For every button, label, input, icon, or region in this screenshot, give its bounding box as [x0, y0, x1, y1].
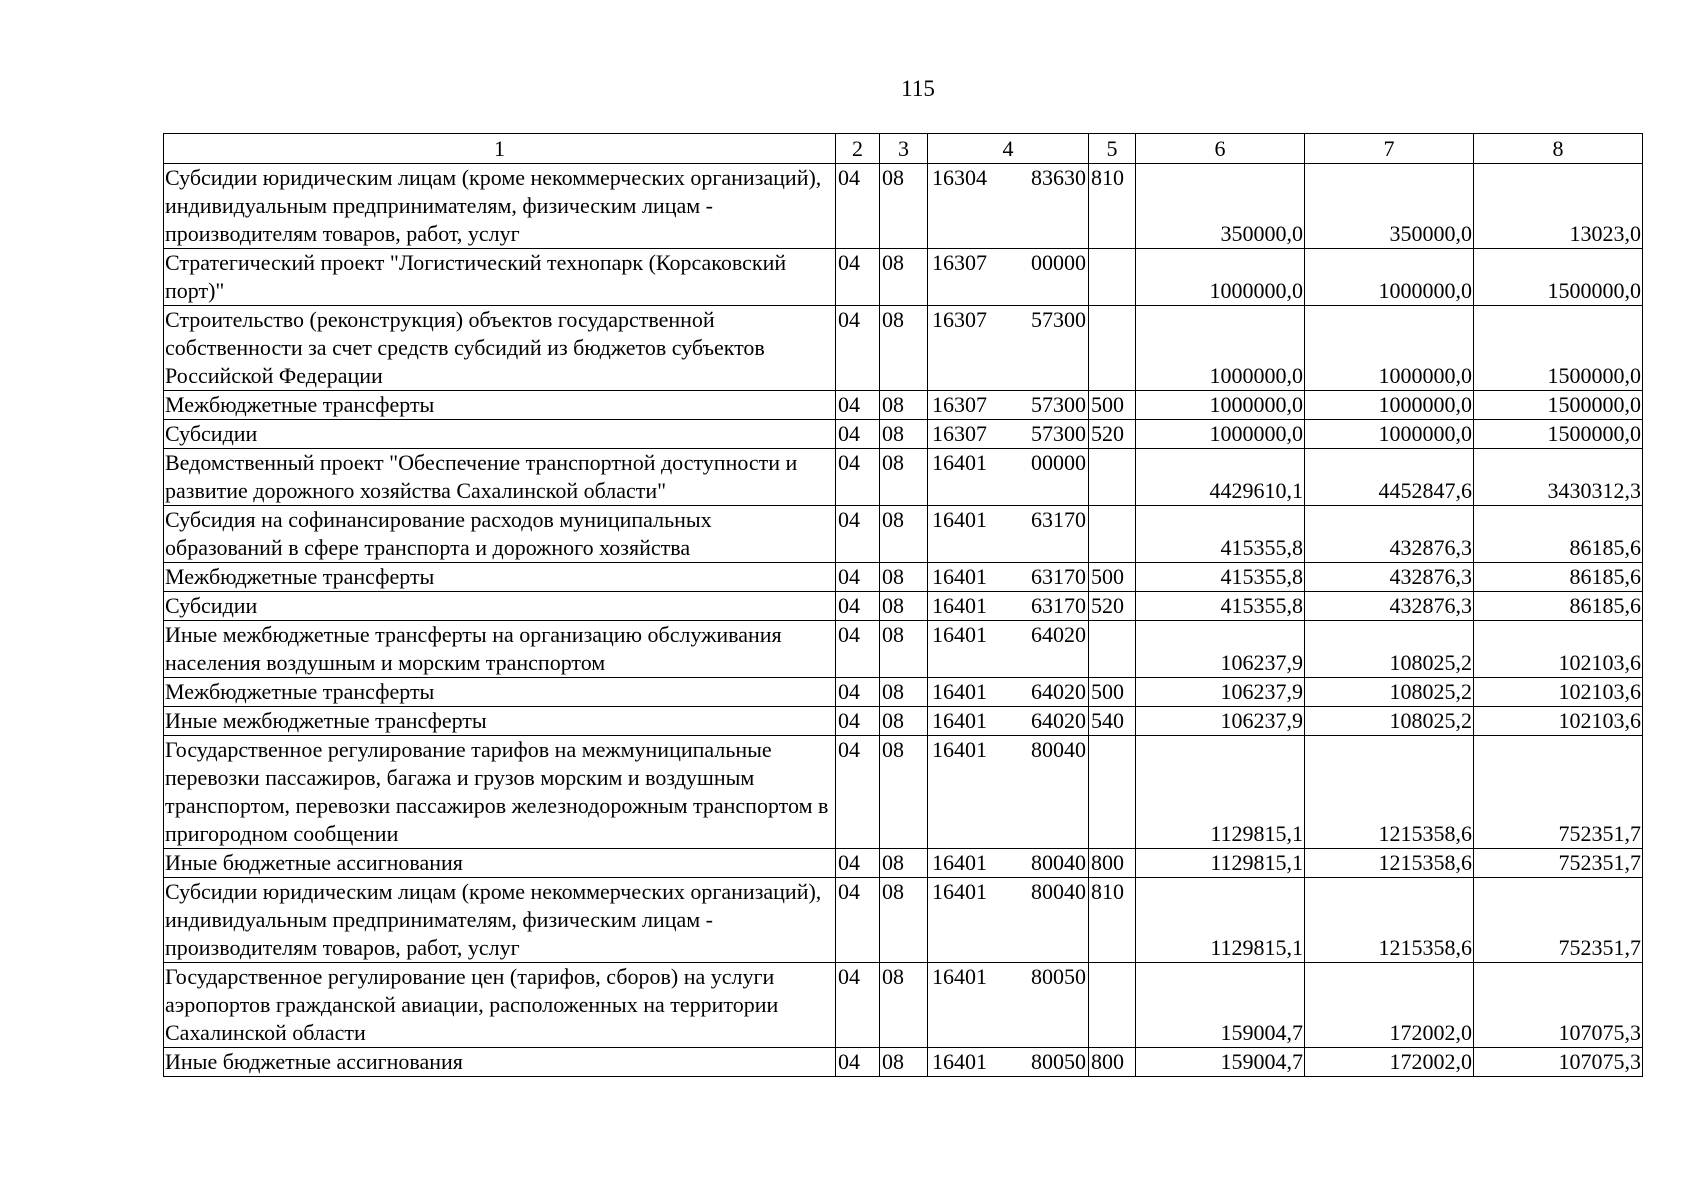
table-row — [164, 449, 1643, 506]
amount-col-6: 415355,8 — [1136, 592, 1305, 621]
expense-type-code: 520 — [1089, 592, 1136, 621]
table-row — [164, 249, 1643, 306]
section-code: 04 — [836, 306, 880, 391]
amount-col-8: 107075,3 — [1474, 1048, 1643, 1077]
direction-code: 64020 — [1031, 679, 1086, 704]
amount-col-7: 1215358,6 — [1305, 849, 1474, 878]
amount-col-6: 1000000,0 — [1136, 249, 1305, 306]
amount-col-7: 108025,2 — [1305, 678, 1474, 707]
direction-code: 00000 — [1031, 250, 1086, 275]
row-description: Иные бюджетные ассигнования — [164, 1048, 836, 1077]
target-article-cell — [928, 506, 1089, 563]
column-header-2: 2 — [836, 134, 880, 164]
amount-col-8: 107075,3 — [1474, 963, 1643, 1048]
amount-col-8: 86185,6 — [1474, 592, 1643, 621]
page-number: 115 — [901, 76, 935, 101]
amount-col-7: 432876,3 — [1305, 592, 1474, 621]
table-row — [164, 506, 1643, 563]
target-article-cell — [928, 621, 1089, 678]
target-article-cell — [928, 391, 1089, 420]
amount-col-6: 1000000,0 — [1136, 306, 1305, 391]
row-description: Межбюджетные трансферты — [164, 678, 836, 707]
amount-col-8: 752351,7 — [1474, 849, 1643, 878]
row-description: Государственное регулирование цен (тарифов, сборов) на услуги аэропортов гражданской авиации, расположенных на территории Сахалинской области — [164, 963, 836, 1048]
program-code: 16401 — [932, 450, 987, 475]
subsection-code: 08 — [880, 506, 928, 563]
expense-type-code: 500 — [1089, 563, 1136, 592]
amount-col-8: 752351,7 — [1474, 878, 1643, 963]
subsection-code: 08 — [880, 449, 928, 506]
section-code: 04 — [836, 1048, 880, 1077]
amount-col-8: 86185,6 — [1474, 563, 1643, 592]
table-row — [164, 736, 1643, 849]
program-code: 16401 — [932, 507, 987, 532]
expense-type-code — [1089, 506, 1136, 563]
amount-col-7: 432876,3 — [1305, 506, 1474, 563]
row-description: Стратегический проект "Логистический технопарк (Корсаковский порт)" — [164, 249, 836, 306]
target-article-cell — [928, 306, 1089, 391]
program-code: 16307 — [932, 250, 987, 275]
amount-col-7: 1000000,0 — [1305, 249, 1474, 306]
amount-col-7: 1000000,0 — [1305, 391, 1474, 420]
row-description: Субсидии юридическим лицам (кроме некоммерческих организаций), индивидуальным предпринимателям, физическим лицам - производителям товаров, работ, услуг — [164, 878, 836, 963]
program-code: 16307 — [932, 421, 987, 446]
expense-type-code — [1089, 449, 1136, 506]
expense-type-code — [1089, 621, 1136, 678]
expense-type-code: 500 — [1089, 391, 1136, 420]
amount-col-6: 415355,8 — [1136, 563, 1305, 592]
direction-code: 57300 — [1031, 421, 1086, 446]
table-row — [164, 391, 1643, 420]
header-row — [164, 134, 1643, 164]
expense-type-code — [1089, 963, 1136, 1048]
direction-code: 57300 — [1031, 307, 1086, 332]
table-row — [164, 306, 1643, 391]
section-code: 04 — [836, 420, 880, 449]
amount-col-7: 108025,2 — [1305, 707, 1474, 736]
column-header-7: 7 — [1305, 134, 1474, 164]
direction-code: 80050 — [1031, 1049, 1086, 1074]
row-description: Субсидии — [164, 420, 836, 449]
expense-type-code: 500 — [1089, 678, 1136, 707]
row-description: Межбюджетные трансферты — [164, 391, 836, 420]
subsection-code: 08 — [880, 1048, 928, 1077]
direction-code: 57300 — [1031, 392, 1086, 417]
amount-col-7: 350000,0 — [1305, 164, 1474, 249]
amount-col-6: 1129815,1 — [1136, 736, 1305, 849]
section-code: 04 — [836, 707, 880, 736]
section-code: 04 — [836, 249, 880, 306]
amount-col-6: 1000000,0 — [1136, 391, 1305, 420]
target-article-cell — [928, 249, 1089, 306]
program-code: 16401 — [932, 964, 987, 989]
amount-col-6: 1129815,1 — [1136, 849, 1305, 878]
expense-type-code: 800 — [1089, 849, 1136, 878]
program-code: 16401 — [932, 593, 987, 618]
direction-code: 80050 — [1031, 964, 1086, 989]
row-description: Государственное регулирование тарифов на межмуниципальные перевозки пассажиров, багажа и грузов морским и воздушным транспортом, перевозки пассажиров железнодорожным транспортом в пригородном сообщении — [164, 736, 836, 849]
amount-col-8: 102103,6 — [1474, 621, 1643, 678]
program-code: 16307 — [932, 392, 987, 417]
target-article-cell — [928, 592, 1089, 621]
amount-col-8: 13023,0 — [1474, 164, 1643, 249]
expense-type-code: 520 — [1089, 420, 1136, 449]
expense-type-code: 800 — [1089, 1048, 1136, 1077]
section-code: 04 — [836, 621, 880, 678]
target-article-cell — [928, 963, 1089, 1048]
table-body — [164, 164, 1643, 1077]
column-header-6: 6 — [1136, 134, 1305, 164]
expense-type-code: 810 — [1089, 878, 1136, 963]
program-code: 16401 — [932, 1049, 987, 1074]
direction-code: 80040 — [1031, 850, 1086, 875]
amount-col-7: 4452847,6 — [1305, 449, 1474, 506]
target-article-cell — [928, 563, 1089, 592]
subsection-code: 08 — [880, 621, 928, 678]
column-header-3: 3 — [880, 134, 928, 164]
amount-col-6: 415355,8 — [1136, 506, 1305, 563]
section-code: 04 — [836, 164, 880, 249]
section-code: 04 — [836, 506, 880, 563]
direction-code: 83630 — [1031, 165, 1086, 190]
program-code: 16401 — [932, 737, 987, 762]
subsection-code: 08 — [880, 849, 928, 878]
row-description: Иные межбюджетные трансферты на организацию обслуживания населения воздушным и морским транспортом — [164, 621, 836, 678]
target-article-cell — [928, 420, 1089, 449]
direction-code: 80040 — [1031, 879, 1086, 904]
row-description: Субсидии юридическим лицам (кроме некоммерческих организаций), индивидуальным предпринимателям, физическим лицам - производителям товаров, работ, услуг — [164, 164, 836, 249]
target-article-cell — [928, 678, 1089, 707]
subsection-code: 08 — [880, 707, 928, 736]
expense-type-code: 810 — [1089, 164, 1136, 249]
table-row — [164, 878, 1643, 963]
expense-type-code — [1089, 736, 1136, 849]
amount-col-6: 106237,9 — [1136, 707, 1305, 736]
target-article-cell — [928, 736, 1089, 849]
program-code: 16307 — [932, 307, 987, 332]
expense-type-code — [1089, 249, 1136, 306]
direction-code: 63170 — [1031, 564, 1086, 589]
section-code: 04 — [836, 849, 880, 878]
section-code: 04 — [836, 592, 880, 621]
amount-col-6: 1000000,0 — [1136, 420, 1305, 449]
amount-col-6: 106237,9 — [1136, 678, 1305, 707]
program-code: 16401 — [932, 850, 987, 875]
amount-col-7: 432876,3 — [1305, 563, 1474, 592]
subsection-code: 08 — [880, 249, 928, 306]
expense-type-code — [1089, 306, 1136, 391]
budget-table — [163, 133, 1643, 1077]
amount-col-6: 106237,9 — [1136, 621, 1305, 678]
amount-col-8: 102103,6 — [1474, 678, 1643, 707]
row-description: Субсидия на софинансирование расходов муниципальных образований в сфере транспорта и дорожного хозяйства — [164, 506, 836, 563]
section-code: 04 — [836, 878, 880, 963]
amount-col-8: 86185,6 — [1474, 506, 1643, 563]
column-header-8: 8 — [1474, 134, 1643, 164]
table-row — [164, 592, 1643, 621]
amount-col-8: 1500000,0 — [1474, 249, 1643, 306]
direction-code: 63170 — [1031, 507, 1086, 532]
direction-code: 63170 — [1031, 593, 1086, 618]
subsection-code: 08 — [880, 736, 928, 849]
section-code: 04 — [836, 391, 880, 420]
subsection-code: 08 — [880, 878, 928, 963]
amount-col-8: 1500000,0 — [1474, 306, 1643, 391]
section-code: 04 — [836, 449, 880, 506]
target-article-cell — [928, 1048, 1089, 1077]
table-row — [164, 849, 1643, 878]
column-header-4: 4 — [928, 134, 1089, 164]
amount-col-7: 1215358,6 — [1305, 878, 1474, 963]
amount-col-6: 350000,0 — [1136, 164, 1305, 249]
amount-col-7: 1000000,0 — [1305, 420, 1474, 449]
program-code: 16401 — [932, 564, 987, 589]
column-header-1: 1 — [164, 134, 836, 164]
subsection-code: 08 — [880, 563, 928, 592]
row-description: Ведомственный проект "Обеспечение транспортной доступности и развитие дорожного хозяйства Сахалинской области" — [164, 449, 836, 506]
amount-col-6: 1129815,1 — [1136, 878, 1305, 963]
column-header-5: 5 — [1089, 134, 1136, 164]
target-article-cell — [928, 449, 1089, 506]
section-code: 04 — [836, 736, 880, 849]
expense-type-code: 540 — [1089, 707, 1136, 736]
row-description: Иные бюджетные ассигнования — [164, 849, 836, 878]
amount-col-7: 1000000,0 — [1305, 306, 1474, 391]
amount-col-8: 752351,7 — [1474, 736, 1643, 849]
direction-code: 64020 — [1031, 708, 1086, 733]
subsection-code: 08 — [880, 391, 928, 420]
amount-col-8: 102103,6 — [1474, 707, 1643, 736]
subsection-code: 08 — [880, 164, 928, 249]
subsection-code: 08 — [880, 420, 928, 449]
direction-code: 80040 — [1031, 737, 1086, 762]
amount-col-7: 108025,2 — [1305, 621, 1474, 678]
program-code: 16401 — [932, 622, 987, 647]
target-article-cell — [928, 849, 1089, 878]
target-article-cell — [928, 164, 1089, 249]
table-row — [164, 621, 1643, 678]
subsection-code: 08 — [880, 306, 928, 391]
subsection-code: 08 — [880, 592, 928, 621]
table-row — [164, 420, 1643, 449]
amount-col-8: 1500000,0 — [1474, 420, 1643, 449]
subsection-code: 08 — [880, 963, 928, 1048]
amount-col-8: 3430312,3 — [1474, 449, 1643, 506]
section-code: 04 — [836, 563, 880, 592]
direction-code: 64020 — [1031, 622, 1086, 647]
amount-col-7: 1215358,6 — [1305, 736, 1474, 849]
direction-code: 00000 — [1031, 450, 1086, 475]
table-row — [164, 563, 1643, 592]
amount-col-6: 4429610,1 — [1136, 449, 1305, 506]
amount-col-6: 159004,7 — [1136, 1048, 1305, 1077]
table-row — [164, 707, 1643, 736]
table-row — [164, 1048, 1643, 1077]
section-code: 04 — [836, 678, 880, 707]
program-code: 16401 — [932, 679, 987, 704]
amount-col-6: 159004,7 — [1136, 963, 1305, 1048]
program-code: 16401 — [932, 879, 987, 904]
target-article-cell — [928, 707, 1089, 736]
target-article-cell — [928, 878, 1089, 963]
row-description: Межбюджетные трансферты — [164, 563, 836, 592]
row-description: Строительство (реконструкция) объектов государственной собственности за счет средств субсидий из бюджетов субъектов Российской Федерации — [164, 306, 836, 391]
table-row — [164, 963, 1643, 1048]
program-code: 16304 — [932, 165, 987, 190]
table-row — [164, 164, 1643, 249]
program-code: 16401 — [932, 708, 987, 733]
row-description: Субсидии — [164, 592, 836, 621]
amount-col-7: 172002,0 — [1305, 963, 1474, 1048]
amount-col-8: 1500000,0 — [1474, 391, 1643, 420]
row-description: Иные межбюджетные трансферты — [164, 707, 836, 736]
amount-col-7: 172002,0 — [1305, 1048, 1474, 1077]
table-row — [164, 678, 1643, 707]
subsection-code: 08 — [880, 678, 928, 707]
section-code: 04 — [836, 963, 880, 1048]
